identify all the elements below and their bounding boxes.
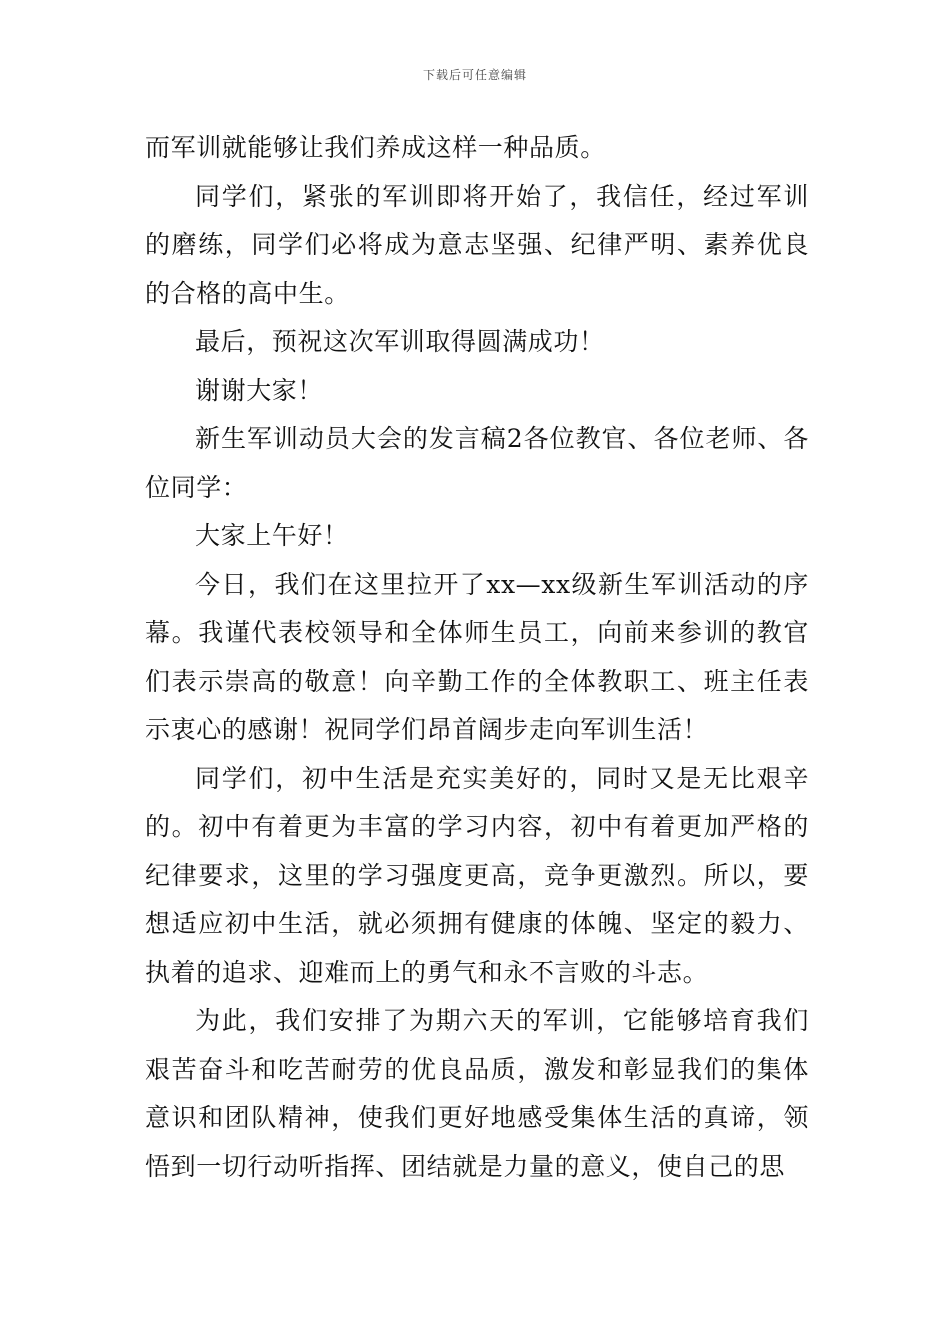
paragraph: 大家上午好！ (195, 521, 349, 550)
paragraph: 同学们，紧张的军训即将开始了，我信任，经过军训的磨练，同学们必将成为意志坚强、纪律严明、素养优良的合格的高中生。 (145, 181, 809, 308)
document-body (145, 124, 809, 1191)
page-header: 下载后可任意编辑 (422, 68, 527, 82)
paragraph-continued: 而军训就能够让我们养成这样一种品质。 (145, 133, 606, 162)
paragraph: 同学们，初中生活是充实美好的，同时又是无比艰辛的。初中有着更为丰富的学习内容，初中有着更加严格的纪律要求，这里的学习强度更高，竞争更激烈。所以，要想适应初中生活，就必须拥有健康的体魄、坚定的毅力、执着的追求、迎难而上的勇气和永不言败的斗志。 (145, 763, 809, 987)
paragraph: 今日，我们在这里拉开了xx—xx级新生军训活动的序幕。我谨代表校领导和全体师生员工，向前来参训的教官们表示崇高的敬意！向辛勤工作的全体教职工、班主任表示衷心的感谢！祝同学们昂首阔步走向军训生活！ (145, 569, 809, 744)
paragraph: 为此，我们安排了为期六天的军训，它能够培育我们艰苦奋斗和吃苦耐劳的优良品质，激发和彰显我们的集体意识和团队精神，使我们更好地感受集体生活的真谛，领悟到一切行动听指挥、团结就是力量的意义，使自己的思 (145, 1006, 809, 1181)
paragraph: 谢谢大家！ (195, 375, 324, 405)
paragraph: 最后，预祝这次军训取得圆满成功！ (195, 327, 605, 356)
paragraph-title: 新生军训动员大会的发言稿2各位教官、各位老师、各位同学： (145, 424, 809, 502)
